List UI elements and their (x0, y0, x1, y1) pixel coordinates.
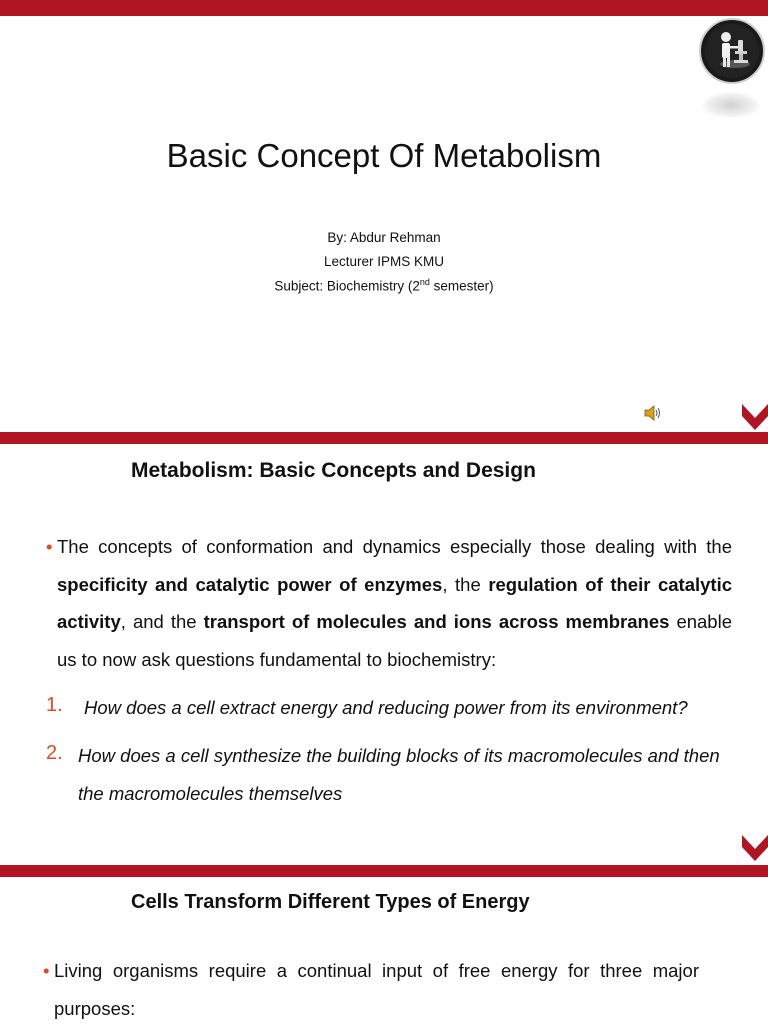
bullet-icon: • (43, 960, 50, 981)
subject-suffix: semester) (429, 278, 494, 294)
speaker-icon[interactable] (643, 403, 663, 423)
top-color-bar (0, 0, 768, 16)
question-item (46, 689, 736, 727)
slide-energy-transform (0, 865, 768, 1024)
text-run: , the (442, 573, 489, 595)
scientist-logo-icon (699, 18, 765, 84)
slide-title-heading: Basic Concept Of Metabolism (166, 137, 602, 174)
bold-text-run: regulation of their catalytic activity (57, 573, 733, 632)
question-item (46, 737, 736, 812)
slide-heading: Cells Transform Different Types of Energy (131, 891, 530, 913)
chevron-down-icon[interactable] (742, 402, 768, 432)
logo-shadow (702, 92, 760, 118)
bold-text-run: specificity and catalytic power of enzymes (57, 573, 443, 595)
bullet-icon: • (46, 536, 53, 557)
bold-text-run: transport of molecules and ions across membranes (203, 611, 670, 632)
question-number: 1. (46, 694, 63, 716)
subject-prefix: Subject: Biochemistry (2 (274, 278, 420, 294)
slide-heading: Metabolism: Basic Concepts and Design (131, 459, 536, 482)
text-run: , and the (120, 611, 204, 632)
bullet-paragraph (46, 528, 732, 678)
question-number: 2. (46, 742, 63, 764)
top-color-bar (0, 865, 768, 877)
role-line: Lecturer IPMS KMU (323, 254, 445, 269)
subject-line (0, 277, 768, 294)
slide-title (0, 0, 768, 432)
text-run: The concepts of conformation and dynamics especially those dealing with the (57, 536, 732, 557)
author-line: By: Abdur Rehman (327, 230, 441, 245)
text-run: enable us to now ask questions fundamental to biochemistry: (57, 611, 732, 670)
subject-superscript: nd (419, 277, 430, 287)
paragraph-text (46, 528, 732, 678)
chevron-down-icon[interactable] (742, 833, 768, 863)
question-text: How does a cell synthesize the building blocks of its macromolecules and then the macromolecules themselves (78, 745, 720, 804)
paragraph-text: Living organisms require a continual input of free energy for three major purposes: (54, 960, 699, 1019)
question-text: How does a cell extract energy and reducing power from its environment? (84, 697, 688, 718)
top-color-bar (0, 432, 768, 444)
bullet-paragraph (43, 952, 699, 1024)
slide-metabolism-basics (0, 432, 768, 865)
